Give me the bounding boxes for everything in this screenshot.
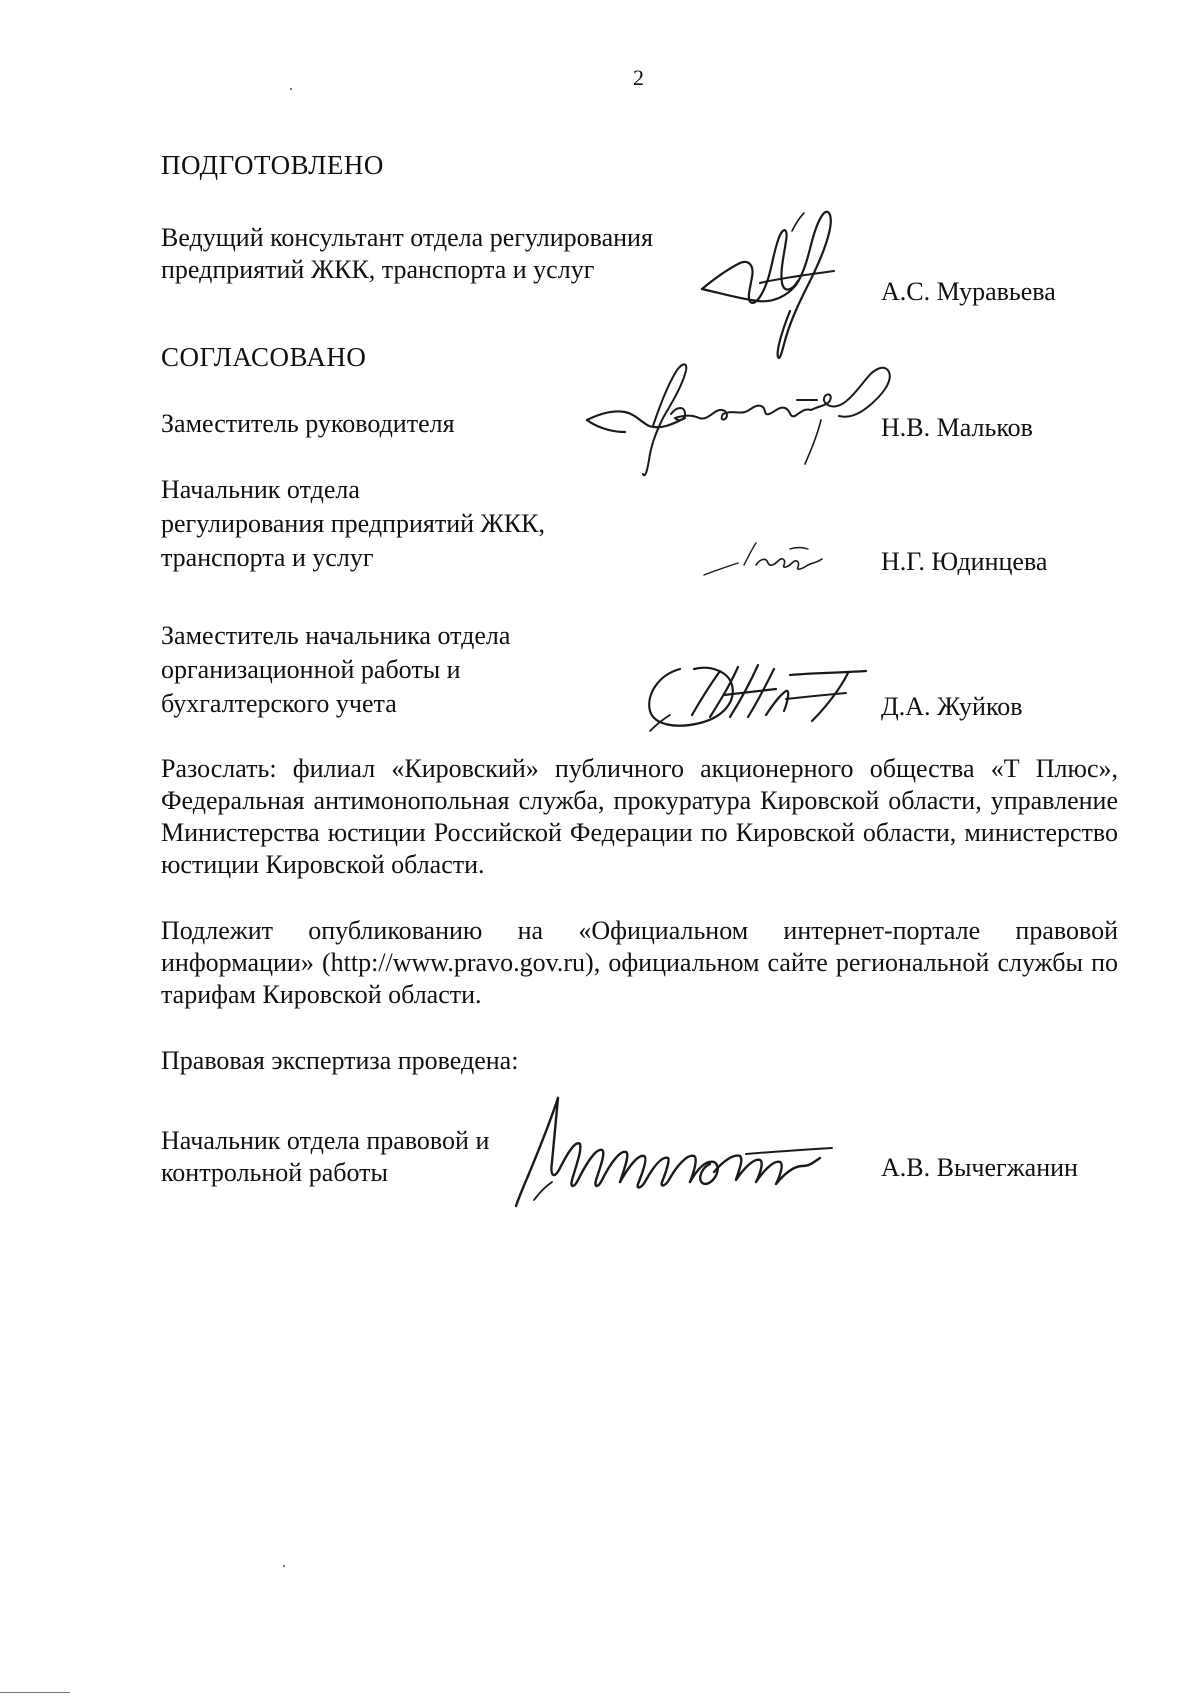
- agreed-3-signatory-name: Д.А. Жуйков: [881, 692, 1023, 721]
- legal-review-label: Правовая экспертиза проведена:: [161, 1046, 519, 1075]
- prepared-position-line-2: предприятий ЖКК, транспорта и услуг: [161, 255, 595, 284]
- agreed-2-position-line-2: регулирования предприятий ЖКК,: [161, 509, 546, 538]
- agreed-1-signatory-name: Н.В. Мальков: [881, 413, 1033, 442]
- signature-vychegzhanin: [510, 1092, 850, 1212]
- agreed-2-signatory-name: Н.Г. Юдинцева: [881, 547, 1048, 576]
- legal-review-position-line-1: Начальник отдела правовой и: [161, 1126, 490, 1155]
- agreed-1-position-line-1: Заместитель руководителя: [161, 409, 455, 438]
- prepared-signatory-name: А.С. Муравьева: [881, 277, 1056, 306]
- prepared-position-line-1: Ведущий консультант отдела регулирования: [161, 223, 653, 252]
- scan-speck: [290, 88, 292, 90]
- agreed-3-position-line-2: организационной работы и: [161, 655, 461, 684]
- signature-yudintseva: [700, 535, 830, 585]
- signature-malkov: [585, 360, 905, 480]
- agreed-2-position-line-1: Начальник отдела: [161, 475, 360, 504]
- publication-paragraph: Подлежит опубликованию на «Официальном интернет-портале правовой информации» (http://www.pravo.gov.ru), официальном сайте региональной службы по тарифам Кировской области.: [161, 916, 1118, 1009]
- legal-review-position-line-2: контрольной работы: [161, 1158, 388, 1187]
- agreed-heading: СОГЛАСОВАНО: [161, 342, 367, 372]
- signature-muravyeva: [700, 205, 840, 365]
- scan-edge-mark: [0, 1692, 70, 1693]
- agreed-3-position-line-3: бухгалтерского учета: [161, 689, 397, 718]
- agreed-3-position-line-1: Заместитель начальника отдела: [161, 621, 511, 650]
- page-number: 2: [633, 65, 644, 90]
- legal-review-signatory-name: А.В. Вычегжанин: [881, 1153, 1078, 1182]
- distribution-paragraph: Разослать: филиал «Кировский» публичного акционерного общества «Т Плюс», Федеральная антимонопольная служба, прокуратура Кировской области, управление Министерства юстиции Российской Федерации по Кировской области, министерство юстиции Кировской области.: [161, 754, 1118, 879]
- scan-speck: [283, 1565, 285, 1567]
- prepared-heading: ПОДГОТОВЛЕНО: [161, 150, 384, 180]
- agreed-2-position-line-3: транспорта и услуг: [161, 543, 374, 572]
- signature-zhuykov: [640, 655, 880, 735]
